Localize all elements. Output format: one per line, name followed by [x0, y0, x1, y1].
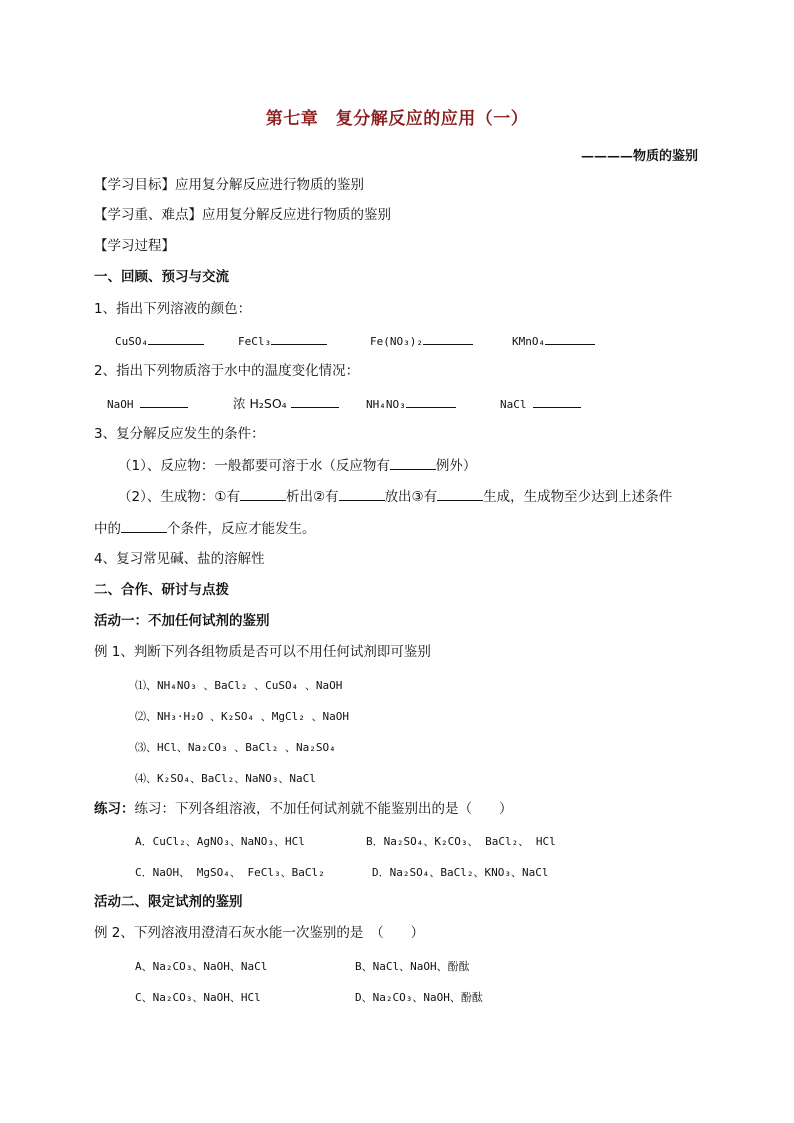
answer-blank[interactable]	[533, 396, 581, 408]
example-1-group: ⑴、NH₄NO₃ 、BaCl₂ 、CuSO₄ 、NaOH	[135, 679, 343, 692]
example-2-option-c[interactable]: C、Na₂CO₃、NaOH、HCl	[135, 991, 261, 1004]
answer-blank[interactable]	[339, 487, 385, 501]
section2-heading: 二、合作、研讨与点拨	[94, 582, 229, 598]
example-1-group: ⑷、K₂SO₄、BaCl₂、NaNO₃、NaCl	[135, 772, 316, 785]
example-2: 例 2、下列溶液用澄清石灰水能一次鉴别的是 （ ）	[94, 925, 425, 941]
question-3-products: （2）、生成物：①有 析出②有 放出③有 生成，生成物至少达到上述条件	[118, 489, 673, 505]
practice-option-c[interactable]: C．NaOH、 MgSO₄、 FeCl₃、BaCl₂	[135, 866, 325, 879]
question-1: 1、指出下列溶液的颜色：	[94, 301, 252, 317]
answer-blank[interactable]	[545, 333, 595, 345]
answer-blank[interactable]	[423, 333, 473, 345]
answer-blank[interactable]	[121, 519, 167, 533]
learning-goal: 【学习目标】应用复分解反应进行物质的鉴别	[94, 177, 364, 193]
practice-option-b[interactable]: B．Na₂SO₄、K₂CO₃、 BaCl₂、 HCl	[366, 835, 556, 848]
example-2-option-a[interactable]: A、Na₂CO₃、NaOH、NaCl	[135, 960, 268, 973]
practice-option-a[interactable]: A．CuCl₂、AgNO₃、NaNO₃、HCl	[135, 835, 305, 848]
activity-1-heading: 活动一：不加任何试剂的鉴别	[94, 613, 270, 629]
activity-2-heading: 活动二、限定试剂的鉴别	[94, 894, 243, 910]
color-item: KMnO₄	[512, 333, 595, 348]
practice-question: 练习：练习：下列各组溶液，不加任何试剂就不能鉴别出的是（ ）	[94, 801, 513, 817]
learning-key-points: 【学习重、难点】应用复分解反应进行物质的鉴别	[94, 207, 391, 223]
temperature-item: NH₄NO₃	[366, 396, 456, 411]
practice-option-d[interactable]: D．Na₂SO₄、BaCl₂、KNO₃、NaCl	[372, 866, 549, 879]
temperature-item: 浓 H₂SO₄	[233, 394, 339, 412]
color-item: FeCl₃	[238, 333, 327, 348]
example-1: 例 1、判断下列各组物质是否可以不用任何试剂即可鉴别	[94, 644, 431, 660]
answer-blank[interactable]	[291, 396, 339, 408]
question-3: 3、复分解反应发生的条件：	[94, 426, 265, 442]
example-1-group: ⑵、NH₃·H₂O 、K₂SO₄ 、MgCl₂ 、NaOH	[135, 710, 349, 723]
answer-blank[interactable]	[390, 456, 436, 470]
answer-blank[interactable]	[437, 487, 483, 501]
color-item: Fe(NO₃)₂	[370, 333, 473, 348]
answer-blank[interactable]	[406, 396, 456, 408]
answer-blank[interactable]	[140, 396, 188, 408]
page-subtitle: ————物质的鉴别	[580, 149, 698, 164]
section1-heading: 一、回顾、预习与交流	[94, 269, 229, 285]
question-4: 4、复习常见碱、盐的溶解性	[94, 551, 265, 567]
question-2: 2、指出下列物质溶于水中的温度变化情况：	[94, 363, 360, 379]
learning-process: 【学习过程】	[94, 238, 175, 254]
example-2-option-d[interactable]: D、Na₂CO₃、NaOH、酚酞	[355, 991, 483, 1004]
question-3-reactants: （1）、反应物：一般都要可溶于水（反应物有 例外）	[118, 458, 477, 474]
example-1-group: ⑶、HCl、Na₂CO₃ 、BaCl₂ 、Na₂SO₄	[135, 741, 336, 754]
example-2-option-b[interactable]: B、NaCl、NaOH、酚酞	[355, 960, 470, 973]
temperature-item: NaCl	[500, 396, 581, 411]
question-3-products-cont: 中的 个条件，反应才能发生。	[94, 521, 316, 537]
answer-blank[interactable]	[240, 487, 286, 501]
answer-blank[interactable]	[271, 333, 327, 345]
temperature-item: NaOH	[107, 396, 188, 411]
answer-blank[interactable]	[148, 333, 204, 345]
color-item: CuSO₄	[115, 333, 204, 348]
page-title: 第七章 复分解反应的应用（一）	[265, 109, 529, 129]
